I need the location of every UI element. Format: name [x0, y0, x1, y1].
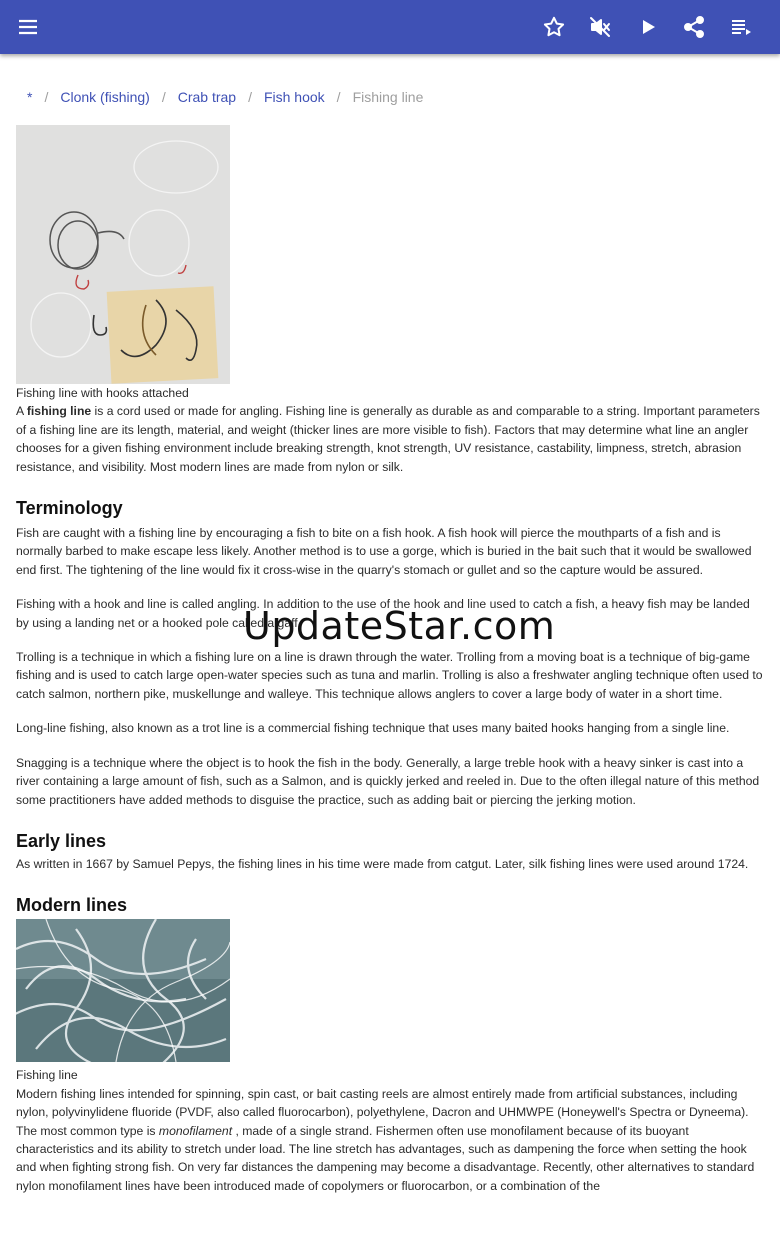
breadcrumb-separator: /: [336, 89, 341, 105]
star-outline-icon: [542, 15, 566, 39]
app-bar: [0, 0, 780, 54]
breadcrumb-item-crab-trap[interactable]: Crab trap: [177, 89, 237, 105]
intro-rest: is a cord used or made for angling. Fishing line is generally as durable as and comparable to a string. Important parameters of a fishing line are its length, material, and weight (thicker lines are more visible to fish). Factors that may determine what line an angler chooses for a given fishing environment include breaking strength, knot strength, UV resistance, castability, limpness, stretch, abrasion resistance, and visibility. Most modern lines are made from nylon or silk.: [16, 404, 760, 474]
play-button[interactable]: [628, 7, 668, 47]
breadcrumb: [27, 88, 423, 106]
early-lines-heading: Early lines: [16, 830, 107, 851]
fishing-line-image[interactable]: [16, 919, 230, 1062]
terminology-paragraph-5: Snagging is a technique where the object is to hook the fish in the body. Generally, a large treble hook with a heavy sinker is cast into a river containing a large amount of fish, such as a Salmon, and is quickly jerked and reeled in. Due to the often illegal nature of this method some practitioners have added methods to disguise the practice, such as adding bait or piercing the jerking motion.: [16, 755, 760, 807]
breadcrumb-item-fish-hook[interactable]: Fish hook: [263, 89, 325, 105]
modern-lines-paragraph: [16, 1085, 764, 1195]
menu-icon: [16, 15, 40, 39]
early-lines-paragraph: As written in 1667 by Samuel Pepys, the fishing lines in his time were made from catgut. Later, silk fishing lines were used around 1724.: [16, 856, 749, 871]
intro-paragraph: [16, 402, 764, 476]
breadcrumb-item-clonk[interactable]: Clonk (fishing): [60, 89, 150, 105]
figure2-caption: Fishing line: [16, 1068, 78, 1083]
menu-button[interactable]: [8, 7, 48, 47]
modern-lines-text-a: Modern fishing lines intended for spinning, spin cast, or bait casting reels are almost entirely made from artificial substances, including nylon, polyvinylidene fluoride (PVDF, also called fluorocarbon), polyethylene, Dacron and UHMWPE (Honeywell's Spectra or Dyneema). The most common type is: [16, 1086, 749, 1138]
intro-bold-term: fishing line: [26, 404, 92, 419]
favorite-button[interactable]: [534, 7, 574, 47]
play-icon: [636, 15, 660, 39]
watermark: UpdateStar.com: [243, 604, 556, 648]
breadcrumb-separator: /: [44, 89, 49, 105]
breadcrumb-current: Fishing line: [352, 89, 424, 105]
mute-button[interactable]: [580, 7, 620, 47]
breadcrumb-separator: /: [248, 89, 252, 105]
figure1-caption: Fishing line with hooks attached: [16, 386, 189, 400]
monofilament-term: monofilament: [158, 1123, 233, 1138]
terminology-paragraph-1: Fish are caught with a fishing line by encouraging a fish to bite on a fish hook. A fish hook will pierce the mouthparts of a fish and is normally barbed to make escape less likely. Another method is to use a gorge, which is buried in the bait such that it would be swallowed end first. The tightening of the line would fix it cross-wise in the quarry's stomach or gullet and so the capture would be assured.: [16, 526, 752, 577]
breadcrumb-separator: /: [161, 89, 166, 105]
modern-lines-text-b: , made of a single strand. Fishermen often use monofilament because of its buoyant characteristics and its ability to stretch under load. The line stretch has advantages, such as dampening the force when setting the hook and when fighting strong fish. On very far distances the dampening may become a disadvantage. Recently, other alternatives to standard nylon monofilament lines have been introduced made of copolymers or fluorocarbon, or a combination of the: [16, 1123, 755, 1193]
contents-button[interactable]: [721, 7, 761, 47]
intro-prefix: A: [16, 404, 27, 419]
modern-lines-heading: Modern lines: [16, 895, 128, 916]
share-icon: [682, 15, 706, 39]
breadcrumb-root[interactable]: *: [27, 89, 33, 105]
share-button[interactable]: [674, 7, 714, 47]
terminology-heading: Terminology: [16, 498, 123, 519]
fishing-line-hooks-image[interactable]: [16, 125, 230, 384]
playlist-icon: [729, 15, 753, 39]
terminology-paragraph-2: Fishing with a hook and line is called angling. In addition to the use of the hook and line used to catch a fish, a heavy fish may be landed by using a landing net or a hooked pole called a gaff.: [16, 597, 750, 630]
volume-off-icon: [588, 15, 612, 39]
article: [16, 125, 764, 1195]
terminology-paragraph-3: Trolling is a technique in which a fishing lure on a line is drawn through the water. Trolling from a moving boat is a technique of big-game fishing and is used to catch large open-water species such as tuna and marlin. Trolling is also a freshwater angling technique often used to catch salmon, northern pike, muskellunge and walleye. This technique allows anglers to cover a large body of water in a short time.: [16, 650, 763, 701]
terminology-paragraph-4: Long-line fishing, also known as a trot line is a commercial fishing technique that uses many baited hooks hanging from a single line.: [16, 721, 730, 736]
